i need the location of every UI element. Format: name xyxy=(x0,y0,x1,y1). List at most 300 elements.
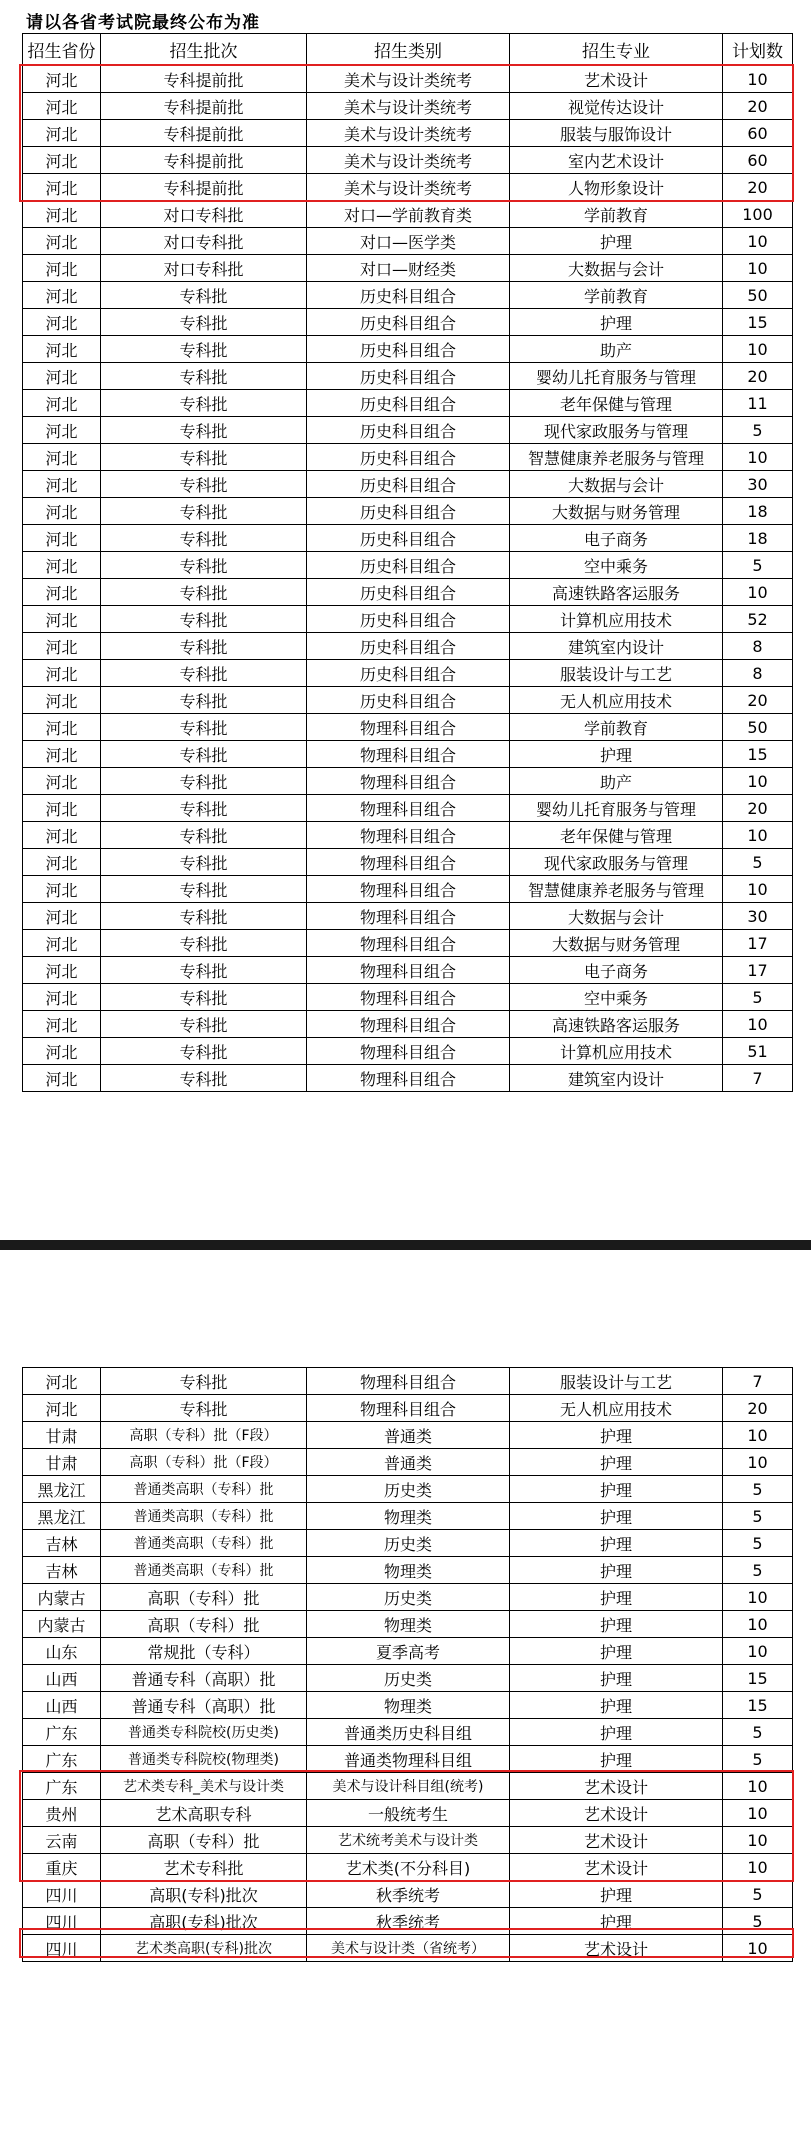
cell-province: 吉林 xyxy=(23,1557,101,1584)
table-row xyxy=(23,930,793,957)
cell-plan-count: 5 xyxy=(723,849,793,876)
cell-province: 河北 xyxy=(23,147,101,174)
cell-plan-count: 10 xyxy=(723,876,793,903)
cell-province: 内蒙古 xyxy=(23,1584,101,1611)
cell-province: 甘肃 xyxy=(23,1422,101,1449)
cell-major: 护理 xyxy=(510,1449,723,1476)
cell-major: 高速铁路客运服务 xyxy=(510,579,723,606)
cell-province: 四川 xyxy=(23,1881,101,1908)
cell-major: 婴幼儿托育服务与管理 xyxy=(510,363,723,390)
table-row xyxy=(23,1692,793,1719)
cell-batch: 专科提前批 xyxy=(101,120,307,147)
cell-category: 普通类 xyxy=(307,1449,510,1476)
cell-major: 艺术设计 xyxy=(510,1773,723,1800)
table-row xyxy=(23,390,793,417)
cell-batch: 专科批 xyxy=(101,957,307,984)
cell-major: 老年保健与管理 xyxy=(510,822,723,849)
cell-plan-count: 30 xyxy=(723,903,793,930)
cell-major: 艺术设计 xyxy=(510,1827,723,1854)
cell-category: 历史科目组合 xyxy=(307,525,510,552)
cell-batch: 艺术专科批 xyxy=(101,1854,307,1881)
table-header-row xyxy=(23,34,793,66)
cell-plan-count: 50 xyxy=(723,282,793,309)
table-row xyxy=(23,444,793,471)
cell-province: 河北 xyxy=(23,741,101,768)
cell-major: 大数据与会计 xyxy=(510,471,723,498)
table-row xyxy=(23,1422,793,1449)
cell-batch: 专科批 xyxy=(101,795,307,822)
table-row xyxy=(23,525,793,552)
cell-category: 对口—学前教育类 xyxy=(307,201,510,228)
cell-major: 护理 xyxy=(510,1476,723,1503)
cell-category: 秋季统考 xyxy=(307,1908,510,1935)
table-row xyxy=(23,768,793,795)
cell-batch: 艺术高职专科 xyxy=(101,1800,307,1827)
cell-batch: 高职（专科）批 xyxy=(101,1611,307,1638)
cell-batch: 普通类高职（专科）批 xyxy=(101,1530,307,1557)
cell-category: 物理类 xyxy=(307,1611,510,1638)
cell-major: 婴幼儿托育服务与管理 xyxy=(510,795,723,822)
cell-plan-count: 10 xyxy=(723,66,793,93)
cell-category: 物理科目组合 xyxy=(307,930,510,957)
cell-batch: 专科批 xyxy=(101,282,307,309)
table-row xyxy=(23,309,793,336)
cell-batch: 专科批 xyxy=(101,363,307,390)
cell-batch: 对口专科批 xyxy=(101,255,307,282)
cell-major: 空中乘务 xyxy=(510,984,723,1011)
table-row xyxy=(23,633,793,660)
cell-batch: 专科批 xyxy=(101,1011,307,1038)
cell-major: 护理 xyxy=(510,1530,723,1557)
cell-plan-count: 5 xyxy=(723,1881,793,1908)
cell-province: 河北 xyxy=(23,390,101,417)
cell-category: 历史科目组合 xyxy=(307,363,510,390)
cell-category: 美术与设计科目组(统考) xyxy=(307,1773,510,1800)
cell-major: 服装设计与工艺 xyxy=(510,660,723,687)
cell-category: 物理科目组合 xyxy=(307,714,510,741)
cell-province: 河北 xyxy=(23,1011,101,1038)
cell-major: 艺术设计 xyxy=(510,66,723,93)
cell-plan-count: 15 xyxy=(723,1665,793,1692)
cell-plan-count: 7 xyxy=(723,1065,793,1092)
cell-category: 历史类 xyxy=(307,1584,510,1611)
cell-category: 物理科目组合 xyxy=(307,957,510,984)
cell-province: 河北 xyxy=(23,606,101,633)
cell-batch: 专科批 xyxy=(101,579,307,606)
cell-major: 无人机应用技术 xyxy=(510,1395,723,1422)
cell-province: 河北 xyxy=(23,363,101,390)
table-row xyxy=(23,1665,793,1692)
notice-text: 请以各省考试院最终公布为准 xyxy=(26,13,260,33)
cell-plan-count: 10 xyxy=(723,336,793,363)
header-province: 招生省份 xyxy=(23,34,101,66)
table-row xyxy=(23,1065,793,1092)
cell-plan-count: 17 xyxy=(723,930,793,957)
cell-category: 物理类 xyxy=(307,1692,510,1719)
cell-province: 四川 xyxy=(23,1935,101,1962)
cell-major: 大数据与财务管理 xyxy=(510,930,723,957)
cell-plan-count: 10 xyxy=(723,255,793,282)
cell-province: 河北 xyxy=(23,120,101,147)
cell-major: 室内艺术设计 xyxy=(510,147,723,174)
table-row xyxy=(23,1746,793,1773)
cell-province: 河北 xyxy=(23,1038,101,1065)
cell-batch: 艺术类高职(专科)批次 xyxy=(101,1935,307,1962)
cell-plan-count: 5 xyxy=(723,1476,793,1503)
cell-plan-count: 5 xyxy=(723,1530,793,1557)
cell-category: 美术与设计类统考 xyxy=(307,174,510,201)
table-row xyxy=(23,255,793,282)
cell-category: 对口—医学类 xyxy=(307,228,510,255)
cell-plan-count: 20 xyxy=(723,93,793,120)
cell-province: 内蒙古 xyxy=(23,1611,101,1638)
table-row xyxy=(23,498,793,525)
cell-category: 普通类历史科目组 xyxy=(307,1719,510,1746)
cell-major: 护理 xyxy=(510,1584,723,1611)
cell-province: 河北 xyxy=(23,552,101,579)
cell-batch: 高职（专科）批 xyxy=(101,1584,307,1611)
cell-plan-count: 10 xyxy=(723,1854,793,1881)
table-row xyxy=(23,957,793,984)
header-batch: 招生批次 xyxy=(101,34,307,66)
cell-province: 山西 xyxy=(23,1692,101,1719)
cell-province: 河北 xyxy=(23,201,101,228)
table-row xyxy=(23,1368,793,1395)
cell-batch: 普通类专科院校(物理类) xyxy=(101,1746,307,1773)
cell-plan-count: 18 xyxy=(723,498,793,525)
cell-plan-count: 60 xyxy=(723,120,793,147)
cell-plan-count: 5 xyxy=(723,417,793,444)
table-row xyxy=(23,795,793,822)
cell-batch: 专科批 xyxy=(101,903,307,930)
cell-province: 河北 xyxy=(23,633,101,660)
cell-category: 历史科目组合 xyxy=(307,282,510,309)
cell-category: 一般统考生 xyxy=(307,1800,510,1827)
cell-plan-count: 10 xyxy=(723,1935,793,1962)
cell-plan-count: 20 xyxy=(723,1395,793,1422)
table-row xyxy=(23,876,793,903)
cell-province: 河北 xyxy=(23,849,101,876)
cell-category: 历史科目组合 xyxy=(307,552,510,579)
cell-batch: 普通类高职（专科）批 xyxy=(101,1503,307,1530)
cell-category: 历史科目组合 xyxy=(307,498,510,525)
cell-category: 物理科目组合 xyxy=(307,1038,510,1065)
cell-batch: 专科批 xyxy=(101,822,307,849)
cell-major: 智慧健康养老服务与管理 xyxy=(510,444,723,471)
cell-province: 河北 xyxy=(23,417,101,444)
cell-category: 历史类 xyxy=(307,1476,510,1503)
cell-plan-count: 100 xyxy=(723,201,793,228)
table-row xyxy=(23,471,793,498)
cell-province: 河北 xyxy=(23,1065,101,1092)
cell-category: 美术与设计类统考 xyxy=(307,120,510,147)
cell-province: 广东 xyxy=(23,1746,101,1773)
cell-batch: 专科批 xyxy=(101,444,307,471)
cell-batch: 专科批 xyxy=(101,1065,307,1092)
cell-category: 物理科目组合 xyxy=(307,1011,510,1038)
cell-batch: 专科批 xyxy=(101,390,307,417)
cell-category: 美术与设计类统考 xyxy=(307,147,510,174)
cell-category: 历史科目组合 xyxy=(307,660,510,687)
cell-category: 历史科目组合 xyxy=(307,471,510,498)
cell-category: 普通类物理科目组 xyxy=(307,1746,510,1773)
cell-major: 护理 xyxy=(510,1557,723,1584)
cell-plan-count: 10 xyxy=(723,579,793,606)
cell-batch: 专科提前批 xyxy=(101,174,307,201)
table-row xyxy=(23,1719,793,1746)
cell-plan-count: 15 xyxy=(723,309,793,336)
cell-province: 河北 xyxy=(23,714,101,741)
cell-batch: 对口专科批 xyxy=(101,201,307,228)
table-row xyxy=(23,1449,793,1476)
table-row xyxy=(23,984,793,1011)
page-divider xyxy=(0,1240,811,1250)
cell-batch: 高职(专科)批次 xyxy=(101,1881,307,1908)
cell-batch: 专科批 xyxy=(101,1038,307,1065)
cell-province: 河北 xyxy=(23,957,101,984)
cell-category: 历史类 xyxy=(307,1665,510,1692)
cell-batch: 专科批 xyxy=(101,1395,307,1422)
cell-category: 物理类 xyxy=(307,1557,510,1584)
cell-major: 护理 xyxy=(510,1611,723,1638)
cell-batch: 艺术类专科_美术与设计类 xyxy=(101,1773,307,1800)
cell-province: 重庆 xyxy=(23,1854,101,1881)
table-row xyxy=(23,903,793,930)
cell-major: 护理 xyxy=(510,1881,723,1908)
cell-major: 服装与服饰设计 xyxy=(510,120,723,147)
cell-province: 河北 xyxy=(23,822,101,849)
cell-major: 护理 xyxy=(510,1692,723,1719)
cell-plan-count: 20 xyxy=(723,363,793,390)
cell-plan-count: 10 xyxy=(723,822,793,849)
table-row xyxy=(23,228,793,255)
cell-batch: 高职（专科）批 xyxy=(101,1827,307,1854)
cell-province: 河北 xyxy=(23,336,101,363)
cell-batch: 专科批 xyxy=(101,849,307,876)
cell-category: 物理科目组合 xyxy=(307,795,510,822)
cell-major: 大数据与财务管理 xyxy=(510,498,723,525)
cell-batch: 专科批 xyxy=(101,984,307,1011)
table-row xyxy=(23,1530,793,1557)
cell-category: 历史科目组合 xyxy=(307,390,510,417)
table-row xyxy=(23,579,793,606)
table-row xyxy=(23,417,793,444)
cell-major: 学前教育 xyxy=(510,714,723,741)
cell-batch: 对口专科批 xyxy=(101,228,307,255)
cell-major: 艺术设计 xyxy=(510,1935,723,1962)
cell-plan-count: 10 xyxy=(723,1449,793,1476)
table-row xyxy=(23,1638,793,1665)
cell-major: 计算机应用技术 xyxy=(510,606,723,633)
table-row xyxy=(23,849,793,876)
cell-batch: 专科批 xyxy=(101,876,307,903)
cell-plan-count: 18 xyxy=(723,525,793,552)
cell-province: 黑龙江 xyxy=(23,1476,101,1503)
cell-major: 护理 xyxy=(510,1665,723,1692)
cell-plan-count: 11 xyxy=(723,390,793,417)
table-row xyxy=(23,606,793,633)
cell-category: 物理科目组合 xyxy=(307,903,510,930)
cell-category: 历史科目组合 xyxy=(307,579,510,606)
cell-batch: 普通专科（高职）批 xyxy=(101,1692,307,1719)
table-row xyxy=(23,741,793,768)
cell-province: 河北 xyxy=(23,174,101,201)
cell-major: 智慧健康养老服务与管理 xyxy=(510,876,723,903)
cell-major: 护理 xyxy=(510,741,723,768)
cell-batch: 专科批 xyxy=(101,687,307,714)
cell-province: 河北 xyxy=(23,525,101,552)
cell-plan-count: 20 xyxy=(723,174,793,201)
cell-province: 四川 xyxy=(23,1908,101,1935)
cell-batch: 普通类专科院校(历史类) xyxy=(101,1719,307,1746)
cell-batch: 专科批 xyxy=(101,633,307,660)
cell-category: 对口—财经类 xyxy=(307,255,510,282)
table-row xyxy=(23,687,793,714)
cell-major: 学前教育 xyxy=(510,201,723,228)
cell-province: 贵州 xyxy=(23,1800,101,1827)
cell-batch: 专科提前批 xyxy=(101,66,307,93)
cell-major: 无人机应用技术 xyxy=(510,687,723,714)
cell-province: 河北 xyxy=(23,66,101,93)
cell-batch: 普通类高职（专科）批 xyxy=(101,1476,307,1503)
header-major: 招生专业 xyxy=(510,34,723,66)
table-row xyxy=(23,1557,793,1584)
cell-batch: 普通专科（高职）批 xyxy=(101,1665,307,1692)
cell-plan-count: 10 xyxy=(723,1422,793,1449)
table-row xyxy=(23,282,793,309)
cell-category: 物理科目组合 xyxy=(307,984,510,1011)
cell-category: 物理科目组合 xyxy=(307,741,510,768)
cell-province: 甘肃 xyxy=(23,1449,101,1476)
cell-province: 黑龙江 xyxy=(23,1503,101,1530)
cell-plan-count: 8 xyxy=(723,660,793,687)
cell-province: 河北 xyxy=(23,498,101,525)
cell-batch: 专科提前批 xyxy=(101,147,307,174)
highlight-box-art-provinces xyxy=(19,1770,794,1882)
cell-plan-count: 10 xyxy=(723,228,793,255)
cell-major: 建筑室内设计 xyxy=(510,633,723,660)
table-row xyxy=(23,1881,793,1908)
cell-batch: 专科批 xyxy=(101,714,307,741)
cell-category: 物理科目组合 xyxy=(307,849,510,876)
cell-plan-count: 10 xyxy=(723,1584,793,1611)
cell-category: 历史类 xyxy=(307,1530,510,1557)
table-row xyxy=(23,1611,793,1638)
table-row xyxy=(23,363,793,390)
cell-batch: 专科批 xyxy=(101,336,307,363)
cell-province: 河北 xyxy=(23,579,101,606)
cell-plan-count: 10 xyxy=(723,768,793,795)
cell-major: 护理 xyxy=(510,1503,723,1530)
cell-category: 历史科目组合 xyxy=(307,444,510,471)
table-row xyxy=(23,1476,793,1503)
cell-major: 学前教育 xyxy=(510,282,723,309)
cell-province: 河北 xyxy=(23,444,101,471)
cell-province: 河北 xyxy=(23,903,101,930)
table-row xyxy=(23,336,793,363)
cell-category: 历史科目组合 xyxy=(307,687,510,714)
cell-province: 河北 xyxy=(23,660,101,687)
cell-plan-count: 10 xyxy=(723,1800,793,1827)
cell-plan-count: 17 xyxy=(723,957,793,984)
cell-category: 历史科目组合 xyxy=(307,309,510,336)
cell-major: 建筑室内设计 xyxy=(510,1065,723,1092)
cell-category: 物理类 xyxy=(307,1503,510,1530)
cell-plan-count: 5 xyxy=(723,1746,793,1773)
cell-plan-count: 52 xyxy=(723,606,793,633)
table-row xyxy=(23,660,793,687)
cell-major: 护理 xyxy=(510,1638,723,1665)
cell-major: 护理 xyxy=(510,1719,723,1746)
cell-batch: 专科批 xyxy=(101,417,307,444)
cell-province: 山西 xyxy=(23,1665,101,1692)
cell-batch: 高职(专科)批次 xyxy=(101,1908,307,1935)
table-row xyxy=(23,1503,793,1530)
cell-province: 云南 xyxy=(23,1827,101,1854)
cell-province: 河北 xyxy=(23,282,101,309)
cell-plan-count: 30 xyxy=(723,471,793,498)
cell-batch: 专科批 xyxy=(101,768,307,795)
cell-major: 艺术设计 xyxy=(510,1854,723,1881)
cell-province: 河北 xyxy=(23,1395,101,1422)
table-row xyxy=(23,1584,793,1611)
table-row xyxy=(23,1011,793,1038)
cell-batch: 专科批 xyxy=(101,552,307,579)
cell-plan-count: 10 xyxy=(723,1611,793,1638)
cell-category: 美术与设计类（省统考） xyxy=(307,1935,510,1962)
cell-batch: 专科批 xyxy=(101,1368,307,1395)
cell-province: 河北 xyxy=(23,255,101,282)
cell-plan-count: 10 xyxy=(723,1773,793,1800)
cell-plan-count: 60 xyxy=(723,147,793,174)
cell-major: 人物形象设计 xyxy=(510,174,723,201)
cell-province: 广东 xyxy=(23,1719,101,1746)
cell-province: 河北 xyxy=(23,228,101,255)
cell-plan-count: 5 xyxy=(723,552,793,579)
cell-category: 物理科目组合 xyxy=(307,768,510,795)
cell-plan-count: 10 xyxy=(723,1638,793,1665)
cell-batch: 专科批 xyxy=(101,606,307,633)
cell-batch: 高职（专科）批（F段） xyxy=(101,1449,307,1476)
cell-category: 秋季统考 xyxy=(307,1881,510,1908)
cell-category: 美术与设计类统考 xyxy=(307,93,510,120)
highlight-box-art-hebei xyxy=(19,64,794,202)
cell-batch: 专科批 xyxy=(101,309,307,336)
cell-category: 美术与设计类统考 xyxy=(307,66,510,93)
cell-plan-count: 51 xyxy=(723,1038,793,1065)
cell-province: 河北 xyxy=(23,930,101,957)
cell-batch: 普通类高职（专科）批 xyxy=(101,1557,307,1584)
cell-province: 河北 xyxy=(23,309,101,336)
cell-major: 视觉传达设计 xyxy=(510,93,723,120)
cell-category: 普通类 xyxy=(307,1422,510,1449)
cell-plan-count: 15 xyxy=(723,741,793,768)
table-row xyxy=(23,714,793,741)
cell-batch: 专科批 xyxy=(101,660,307,687)
cell-major: 空中乘务 xyxy=(510,552,723,579)
cell-batch: 专科批 xyxy=(101,471,307,498)
cell-major: 大数据与会计 xyxy=(510,903,723,930)
cell-category: 物理科目组合 xyxy=(307,822,510,849)
cell-major: 电子商务 xyxy=(510,957,723,984)
cell-plan-count: 15 xyxy=(723,1692,793,1719)
cell-major: 护理 xyxy=(510,1908,723,1935)
cell-major: 老年保健与管理 xyxy=(510,390,723,417)
cell-batch: 专科批 xyxy=(101,741,307,768)
cell-province: 山东 xyxy=(23,1638,101,1665)
header-plan-count: 计划数 xyxy=(723,34,793,66)
cell-category: 物理科目组合 xyxy=(307,876,510,903)
